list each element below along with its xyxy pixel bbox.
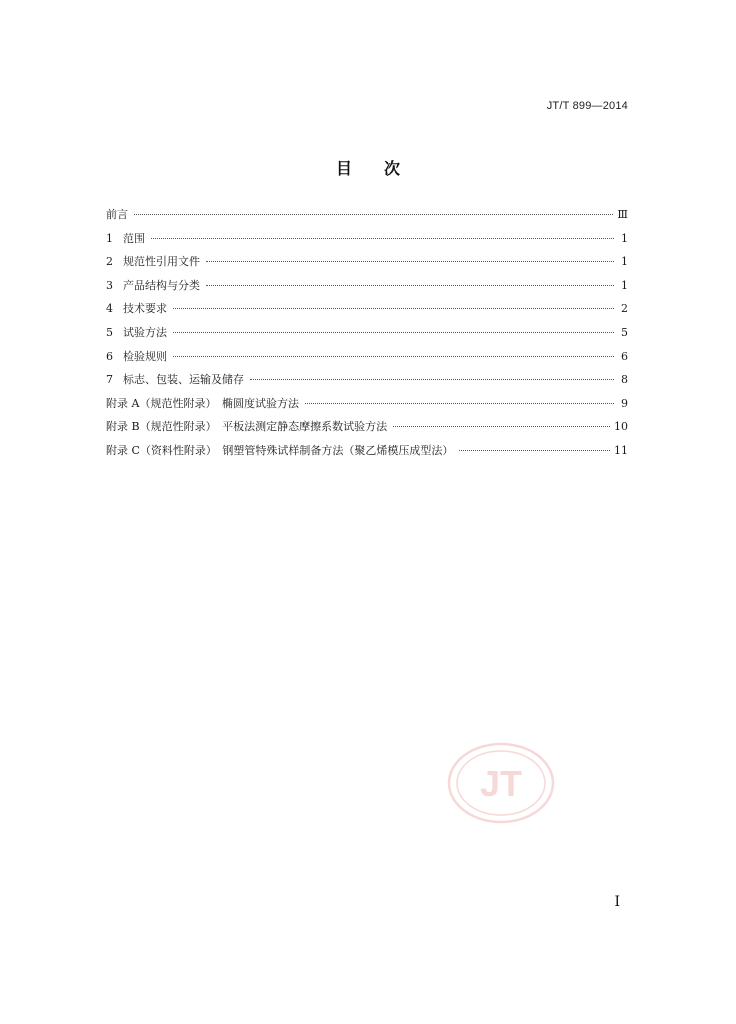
toc-entry-annex-c[interactable]	[106, 442, 628, 466]
toc-leader-dots	[206, 261, 614, 262]
toc-entry-page: 10	[614, 420, 628, 434]
toc-entry-normative-references[interactable]	[106, 253, 628, 277]
toc-entry-number: 4	[106, 302, 113, 316]
toc-entry-number: 2	[106, 255, 113, 269]
toc-entry-page: 8	[621, 373, 628, 387]
toc-leader-dots	[459, 450, 610, 451]
jt-watermark-logo	[447, 742, 555, 824]
toc-entry-number: 6	[106, 349, 113, 363]
toc-entry-label: 附录 A（规范性附录） 椭圆度试验方法	[106, 396, 299, 410]
toc-entry-label: 试验方法	[123, 325, 167, 339]
toc-entry-number: 3	[106, 278, 113, 292]
toc-entry-page: 1	[621, 255, 628, 269]
toc-leader-dots	[173, 356, 614, 357]
toc-entry-label: 附录 B（规范性附录） 平板法测定静态摩擦系数试验方法	[106, 420, 388, 434]
page-title: 目 次	[335, 159, 400, 178]
toc-entry-technical-requirements[interactable]	[106, 300, 628, 324]
toc-entry-number: 1	[106, 231, 113, 245]
toc-entry-label: 范围	[123, 231, 145, 245]
toc-entry-number: 7	[106, 373, 113, 387]
toc-entry-page: 1	[621, 231, 628, 245]
toc-leader-dots	[151, 238, 614, 239]
toc-entry-page: 5	[621, 325, 628, 339]
toc-entry-test-methods[interactable]	[106, 324, 628, 348]
toc-entry-label: 前言	[106, 208, 128, 221]
toc-entry-scope[interactable]	[106, 230, 628, 254]
toc-entry-label: 标志、包装、运输及储存	[123, 373, 244, 387]
standard-code: JT/T 899—2014	[546, 100, 628, 112]
toc-entry-marking-packaging[interactable]	[106, 371, 628, 395]
toc-leader-dots	[134, 214, 613, 215]
toc-leader-dots	[305, 403, 614, 404]
table-of-contents	[106, 206, 628, 466]
toc-entry-page: 1	[621, 278, 628, 292]
toc-entry-label: 检验规则	[123, 349, 167, 363]
toc-entry-page: 6	[621, 349, 628, 363]
toc-entry-page: 9	[621, 396, 628, 410]
toc-entry-annex-a[interactable]	[106, 395, 628, 419]
toc-leader-dots	[173, 308, 614, 309]
toc-entry-label: 规范性引用文件	[123, 255, 200, 269]
watermark-text: JT	[479, 763, 523, 804]
toc-entry-number: 5	[106, 325, 113, 339]
toc-leader-dots	[173, 332, 614, 333]
toc-entry-product-structure[interactable]	[106, 277, 628, 301]
toc-entry-annex-b[interactable]	[106, 418, 628, 442]
toc-leader-dots	[206, 285, 614, 286]
toc-entry-page: 11	[614, 443, 628, 457]
toc-entry-page: Ⅲ	[617, 208, 628, 221]
toc-entry-foreword[interactable]	[106, 206, 628, 230]
toc-entry-label: 技术要求	[123, 302, 167, 316]
toc-entry-label: 产品结构与分类	[123, 278, 200, 292]
toc-entry-page: 2	[621, 302, 628, 316]
page-number: I	[614, 894, 620, 910]
toc-leader-dots	[393, 426, 610, 427]
toc-entry-inspection-rules[interactable]	[106, 348, 628, 372]
toc-leader-dots	[250, 379, 614, 380]
toc-entry-label: 附录 C（资料性附录） 钢塑管特殊试样制备方法（聚乙烯模压成型法）	[106, 443, 454, 457]
